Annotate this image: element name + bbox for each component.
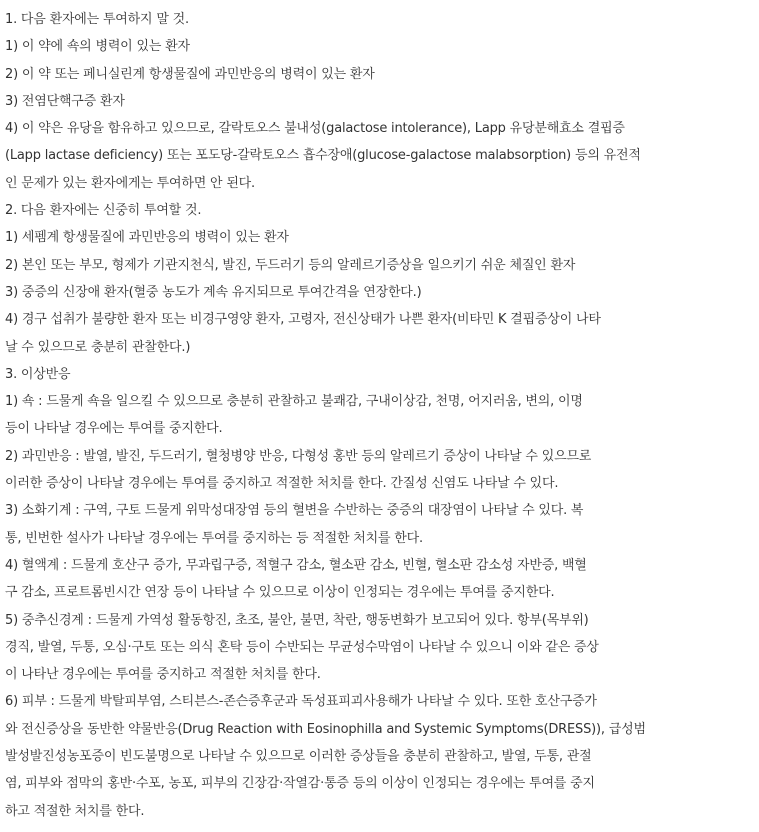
document-body [5, 9, 755, 828]
text-line: 등이 나타날 경우에는 투여를 중지한다. [5, 421, 223, 437]
text-line: 1) 쇽 : 드물게 쇽을 일으킬 수 있으므로 충분히 관찰하고 불쾌감, 구내이상감, 천명, 어지러움, 변의, 이명 [5, 394, 583, 410]
heading-precautions: 2. 다음 환자에는 신중히 투여할 것. [5, 203, 202, 219]
text-line: 4) 경구 섭취가 불량한 환자 또는 비경구영양 환자, 고령자, 전신상태가 나쁜 환자(비타민 K 결핍증상이 나타 [5, 312, 601, 328]
text-line: 5) 중추신경계 : 드물게 가역성 활동항진, 초조, 불안, 불면, 착란, 행동변화가 보고되어 있다. 항부(목부위) [5, 612, 589, 628]
text-line: 경직, 발열, 두통, 오심·구토 또는 의식 혼탁 등이 수반되는 무균성수막염이 나타날 수 있으니 이와 같은 증상 [5, 639, 599, 655]
text-line: 1) 세펨계 항생물질에 과민반응의 병력이 있는 환자 [5, 230, 289, 246]
text-line: 구 감소, 프로트롬빈시간 연장 등이 나타날 수 있으므로 이상이 인정되는 경우에는 투여를 중지한다. [5, 585, 555, 601]
text-line: 6) 피부 : 드물게 박탈피부염, 스티븐스-존슨증후군과 독성표피괴사용해가 나타날 수 있다. 또한 호산구증가 [5, 694, 597, 710]
text-line: 염, 피부와 점막의 홍반·수포, 농포, 피부의 긴장감·작열감·통증 등의 이상이 인정되는 경우에는 투여를 중지 [5, 776, 595, 792]
text-line: 이 나타난 경우에는 투여를 중지하고 적절한 처치를 한다. [5, 667, 321, 683]
text-line: 발성발진성농포증이 빈도불명으로 나타날 수 있으므로 이러한 증상들을 충분히 관찰하고, 발열, 두통, 관절 [5, 749, 592, 765]
text-line: 이러한 증상이 나타날 경우에는 투여를 중지하고 적절한 처치를 한다. 간질성 신염도 나타날 수 있다. [5, 476, 559, 492]
text-line: 인 문제가 있는 환자에게는 투여하면 안 된다. [5, 175, 255, 191]
text-line: 1) 이 약에 쇽의 병력이 있는 환자 [5, 39, 190, 55]
text-line: 4) 혈액계 : 드물게 호산구 증가, 무과립구증, 적혈구 감소, 혈소판 감소, 빈혈, 혈소판 감소성 자반증, 백혈 [5, 557, 587, 573]
text-line: 2) 본인 또는 부모, 형제가 기관지천식, 발진, 두드러기 등의 알레르기증상을 일으키기 쉬운 체질인 환자 [5, 257, 576, 273]
heading-contraindications: 1. 다음 환자에는 투여하지 말 것. [5, 12, 189, 27]
text-line: (Lapp lactase deficiency) 또는 포도당-갈락토오스 흡수장애(glucose-galactose malabsorption) 등의 유전적 [5, 148, 641, 164]
text-line: 하고 적절한 처치를 한다. [5, 803, 145, 819]
text-line: 와 전신증상을 동반한 약물반응(Drug Reaction with Eosinophilla and Systemic Symptoms(DRESS)), 급성범 [5, 721, 646, 737]
text-line: 통, 빈번한 설사가 나타날 경우에는 투여를 중지하는 등 적절한 처치를 한다. [5, 530, 423, 546]
text-line: 날 수 있으므로 충분히 관찰한다.) [5, 339, 191, 355]
text-line: 2) 과민반응 : 발열, 발진, 두드러기, 혈청병양 반응, 다형성 홍반 등의 알레르기 증상이 나타날 수 있으므로 [5, 448, 592, 464]
text-line: 3) 중증의 신장애 환자(혈중 농도가 계속 유지되므로 투여간격을 연장한다.) [5, 284, 422, 300]
text-line: 3) 전염단핵구증 환자 [5, 93, 125, 109]
text-line: 2) 이 약 또는 페니실린계 항생물질에 과민반응의 병력이 있는 환자 [5, 66, 375, 82]
text-line: 3) 소화기계 : 구역, 구토 드물게 위막성대장염 등의 혈변을 수반하는 중증의 대장염이 나타날 수 있다. 복 [5, 503, 584, 519]
text-line: 4) 이 약은 유당을 함유하고 있으므로, 갈락토오스 불내성(galactose intolerance), Lapp 유당분해효소 결핍증 [5, 121, 625, 137]
heading-adverse-reactions: 3. 이상반응 [5, 366, 71, 382]
